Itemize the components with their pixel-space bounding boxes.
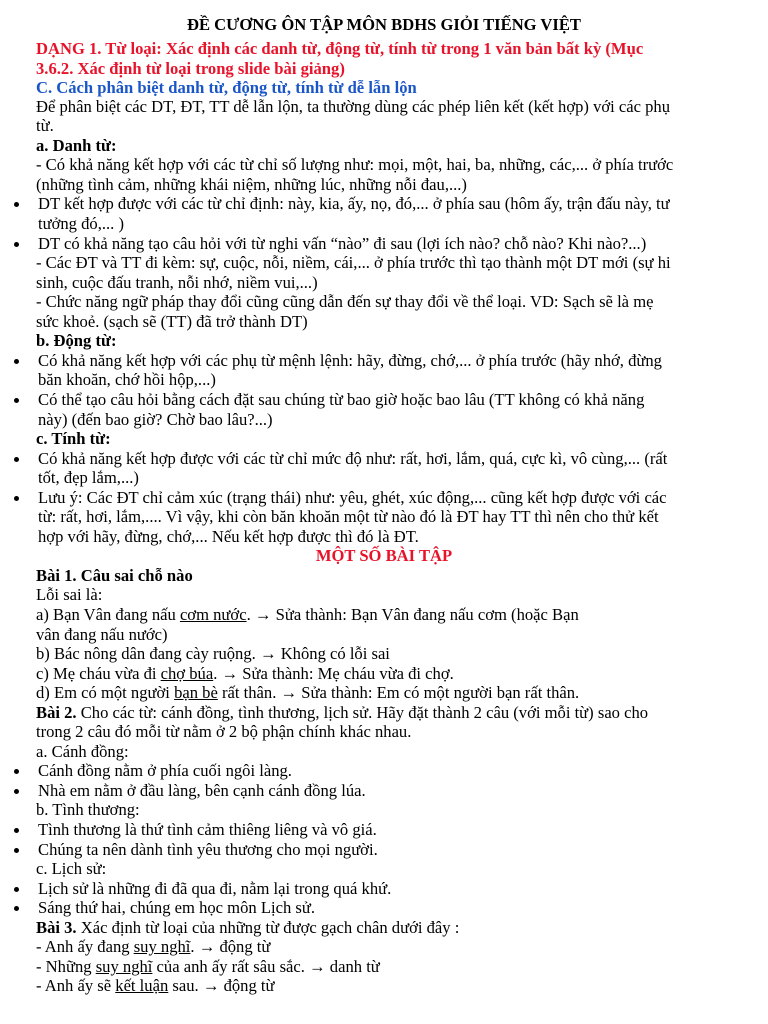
ex2-sub-a: a. Cánh đồng: [36,742,129,761]
ex2-heading-line1: Bài 2. Cho các từ: cánh đồng, tình thương, lịch sử. Hãy đặt thành 2 câu (với mỗi từ) sao cho [36,703,649,722]
verb-heading: b. Động từ: [36,331,117,350]
intro-line1: Để phân biệt các DT, ĐT, TT dễ lẫn lộn, ta thường dùng các phép liên kết (kết hợp) với các phụ [36,97,671,116]
adj-bullet2-line1: Lưu ý: Các ĐT chỉ cảm xúc (trạng thái) như: yêu, ghét, xúc động,... cũng kết hợp được với các [38,488,667,507]
ex2-b-sentence2: Chúng ta nên dành tình yêu thương cho mọi người. [38,840,378,859]
noun-dash1-line1: - Có khả năng kết hợp với các từ chỉ số lượng như: mọi, một, hai, ba, những, các,... ở phía trước [36,155,674,174]
section-c-heading: C. Cách phân biệt danh từ, động từ, tính từ dễ lẫn lộn [36,78,417,97]
ex2-a-sentence2: Nhà em nằm ở đầu làng, bên cạnh cánh đồng lúa. [38,781,366,800]
underlined-word: suy nghĩ [133,937,191,956]
ex1-intro: Lỗi sai là: [36,585,103,604]
ex3-line3: - Anh ấy sẽ kết luận sau. → động từ [36,976,275,995]
noun-dash2-line2: sinh, cuộc đấu tranh, nỗi nhớ, niềm vui,...) [36,273,318,292]
noun-bullet1-line1: DT kết hợp được với các từ chỉ định: này, kia, ấy, nọ, đó,... ở phía sau (hôm ấy, trận đấu này, tư [38,194,670,213]
exercises-title: MỘT SỐ BÀI TẬP [315,546,453,565]
noun-bullet2: DT có khả năng tạo câu hỏi với từ nghi vấn “nào” đi sau (lợi ích nào? chỗ nào? Khi nào?...) [38,234,647,253]
underlined-word: cơm nước [179,605,247,624]
document-title: ĐỀ CƯƠNG ÔN TẬP MÔN BDHS GIỎI TIẾNG VIỆT [186,15,582,34]
underlined-word: chợ búa [160,664,214,683]
adj-bullet1-line2: tốt, đẹp lắm,...) [38,468,139,487]
ex1-answer-a-line2: vân đang nấu nước) [36,625,168,644]
underlined-word: kết luận [115,976,169,995]
noun-dash3-line2: sức khoẻ. (sạch sẽ (TT) đã trở thành DT) [36,312,308,331]
ex2-c-sentence1: Lịch sử là những đi đã qua đi, nằm lại trong quá khứ. [38,879,392,898]
adj-bullet2-line2: từ: rất, hơi, lắm,.... Vì vậy, khi còn băn khoăn một từ nào đó là ĐT hay TT thì nên cho thử kết [38,507,659,526]
noun-dash2-line1: - Các ĐT và TT đi kèm: sự, cuộc, nỗi, niềm, cái,... ở phía trước thì tạo thành một DT mới (sự hi [36,253,671,272]
noun-heading: a. Danh từ: [36,136,117,155]
intro-line2: từ. [36,116,54,135]
verb-bullet1-line1: Có khả năng kết hợp với các phụ từ mệnh lệnh: hãy, đừng, chớ,... ở phía trước (hãy nhớ, đừng [38,351,662,370]
ex2-c-sentence2: Sáng thứ hai, chúng em học môn Lịch sử. [38,898,315,917]
verb-bullet1-line2: băn khoăn, chớ hồi hộp,...) [38,370,216,389]
ex1-answer-b: b) Bác nông dân đang cày ruộng. → Không có lỗi sai [36,644,390,663]
verb-bullet2-line1: Có thể tạo câu hỏi bằng cách đặt sau chúng từ bao giờ hoặc bao lâu (TT không có khả năng [38,390,645,409]
ex3-line2: - Những suy nghĩ của anh ấy rất sâu sắc. → danh từ [36,957,380,976]
ex1-heading: Bài 1. Câu sai chỗ nào [36,566,193,585]
dang1-heading-line1: DẠNG 1. Từ loại: Xác định các danh từ, động từ, tính từ trong 1 văn bản bất kỳ (Mục [36,39,644,58]
ex1-answer-c: c) Mẹ cháu vừa đi chợ búa. → Sửa thành: Mẹ cháu vừa đi chợ. [36,664,454,683]
ex2-a-sentence1: Cánh đồng nằm ở phía cuối ngôi làng. [38,761,292,780]
ex3-line1: - Anh ấy đang suy nghĩ. → động từ [36,937,271,956]
adj-bullet1-line1: Có khả năng kết hợp được với các từ chỉ mức độ như: rất, hơi, lắm, quá, cực kì, vô cùng,... (rất [38,449,668,468]
ex2-b-sentence1: Tình thương là thứ tình cảm thiêng liêng và vô giá. [38,820,377,839]
ex2-heading-line2: trong 2 câu đó mỗi từ nằm ở 2 bộ phận chính khác nhau. [36,722,412,741]
dang1-heading-line2: 3.6.2. Xác định từ loại trong slide bài giảng) [36,59,345,78]
ex1-answer-d: d) Em có một người bạn bè rất thân. → Sửa thành: Em có một người bạn rất thân. [36,683,580,702]
ex2-sub-b: b. Tình thương: [36,800,140,819]
adj-heading: c. Tính từ: [36,429,111,448]
verb-bullet2-line2: này) (đến bao giờ? Chờ bao lâu?...) [38,410,273,429]
underlined-word: bạn bè [174,683,218,702]
adj-bullet2-line3: hợp với hãy, đừng, chớ,... Nếu kết hợp được thì đó là ĐT. [38,527,419,546]
ex2-sub-c: c. Lịch sử: [36,859,107,878]
underlined-word: suy nghĩ [95,957,153,976]
noun-dash1-line2: (những tình cảm, những khái niệm, những lúc, những nỗi đau,...) [36,175,467,194]
noun-dash3-line1: - Chức năng ngữ pháp thay đổi cũng cũng dẫn đến sự thay đổi về thể loại. VD: Sạch sẽ là mẹ [36,292,654,311]
ex1-answer-a-line1: a) Bạn Vân đang nấu cơm nước. → Sửa thành: Bạn Vân đang nấu cơm (hoặc Bạn [36,605,579,624]
ex3-heading: Bài 3. Xác định từ loại của những từ được gạch chân dưới đây : [36,918,460,937]
noun-bullet1-line2: tưởng đó,... ) [38,214,124,233]
